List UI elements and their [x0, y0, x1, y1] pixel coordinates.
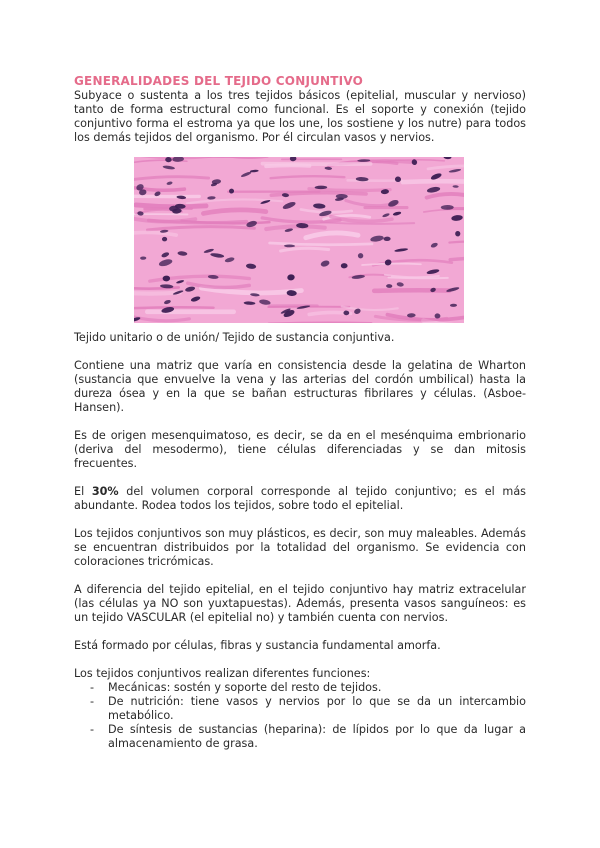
cell-nucleus — [341, 263, 348, 268]
collagen-fiber — [134, 292, 180, 294]
list-dash: - — [90, 681, 95, 694]
collagen-fiber — [374, 290, 449, 291]
collagen-fiber — [403, 181, 464, 182]
document-content — [74, 74, 526, 751]
list-item — [90, 695, 526, 723]
volume-text-after: del volumen corporal corresponde al tejido conjuntivo; es el más abundante. Rodea todos los tejidos, sobre todo el epitelial. — [74, 485, 526, 512]
list-item-text: De síntesis de sustancias (heparina): de lípidos por lo que da lugar a almacenamiento de grasa. — [108, 723, 526, 750]
paragraph-origin: Es de origen mesenquimatoso, es decir, se da en el mesénquima embrionario (deriva del mesodermo), tiene células diferenciadas y se dan mitosis frecuentes. — [74, 429, 526, 470]
paragraph-plastic: Los tejidos conjuntivos son muy plásticos, es decir, son muy maleables. Además se encuentran distribuidos por la totalidad del organismo. Se evidencia con coloraciones tricrómicas. — [74, 527, 526, 568]
list-item — [90, 723, 526, 751]
list-item — [90, 681, 526, 695]
collagen-fiber — [450, 258, 464, 260]
paragraph-difference: A diferencia del tejido epitelial, en el tejido conjuntivo hay matriz extracelular (las células ya NO son yuxtapuestas). Además, presenta vasos sanguíneos: es un tejido VASCULAR (el epitelial no) y también cuenta con nervios. — [74, 583, 526, 624]
functions-intro: Los tejidos conjuntivos realizan diferentes funciones: — [74, 667, 371, 680]
volume-text-before: El — [74, 485, 92, 498]
list-dash: - — [90, 723, 95, 736]
section-title: GENERALIDADES DEL TEJIDO CONJUNTIVO — [74, 74, 364, 88]
list-item-text: Mecánicas: sostén y soporte del resto de tejidos. — [108, 681, 382, 694]
collagen-fiber — [145, 208, 192, 209]
paragraph-composition: Está formado por células, fibras y sustancia fundamental amorfa. — [74, 639, 441, 652]
collagen-fiber — [449, 241, 464, 242]
histology-image — [134, 157, 464, 323]
connective-tissue-micrograph — [134, 157, 464, 323]
list-dash: - — [90, 695, 95, 708]
list-item-text: De nutrición: tiene vasos y nervios por lo que se da un intercambio metabólico. — [108, 695, 526, 722]
paragraph-volume — [74, 485, 526, 513]
volume-percent: 30% — [91, 485, 119, 498]
intro-paragraph: Subyace o sustenta a los tres tejidos básicos (epitelial, muscular y nervioso) tanto de forma estructural como funcional. Es el soporte y conexión (tejido conjuntivo forma el estroma ya que los une, los sostiene y los nutre) para todos los demás tejidos del organismo. Por él circulan vasos y nervios. — [74, 89, 526, 144]
image-caption: Tejido unitario o de unión/ Tejido de sustancia conjuntiva. — [74, 331, 395, 344]
collagen-fiber — [262, 164, 370, 165]
functions-list — [74, 681, 526, 751]
cell-nucleus — [162, 237, 167, 241]
paragraph-matrix: Contiene una matriz que varía en consistencia desde la gelatina de Wharton (sustancia que envuelve la vena y las arterias del cordón umbilical) hasta la dureza ósea y en la que se bañan estructuras fibrilares y células. (Asboe-Hansen). — [74, 359, 526, 414]
